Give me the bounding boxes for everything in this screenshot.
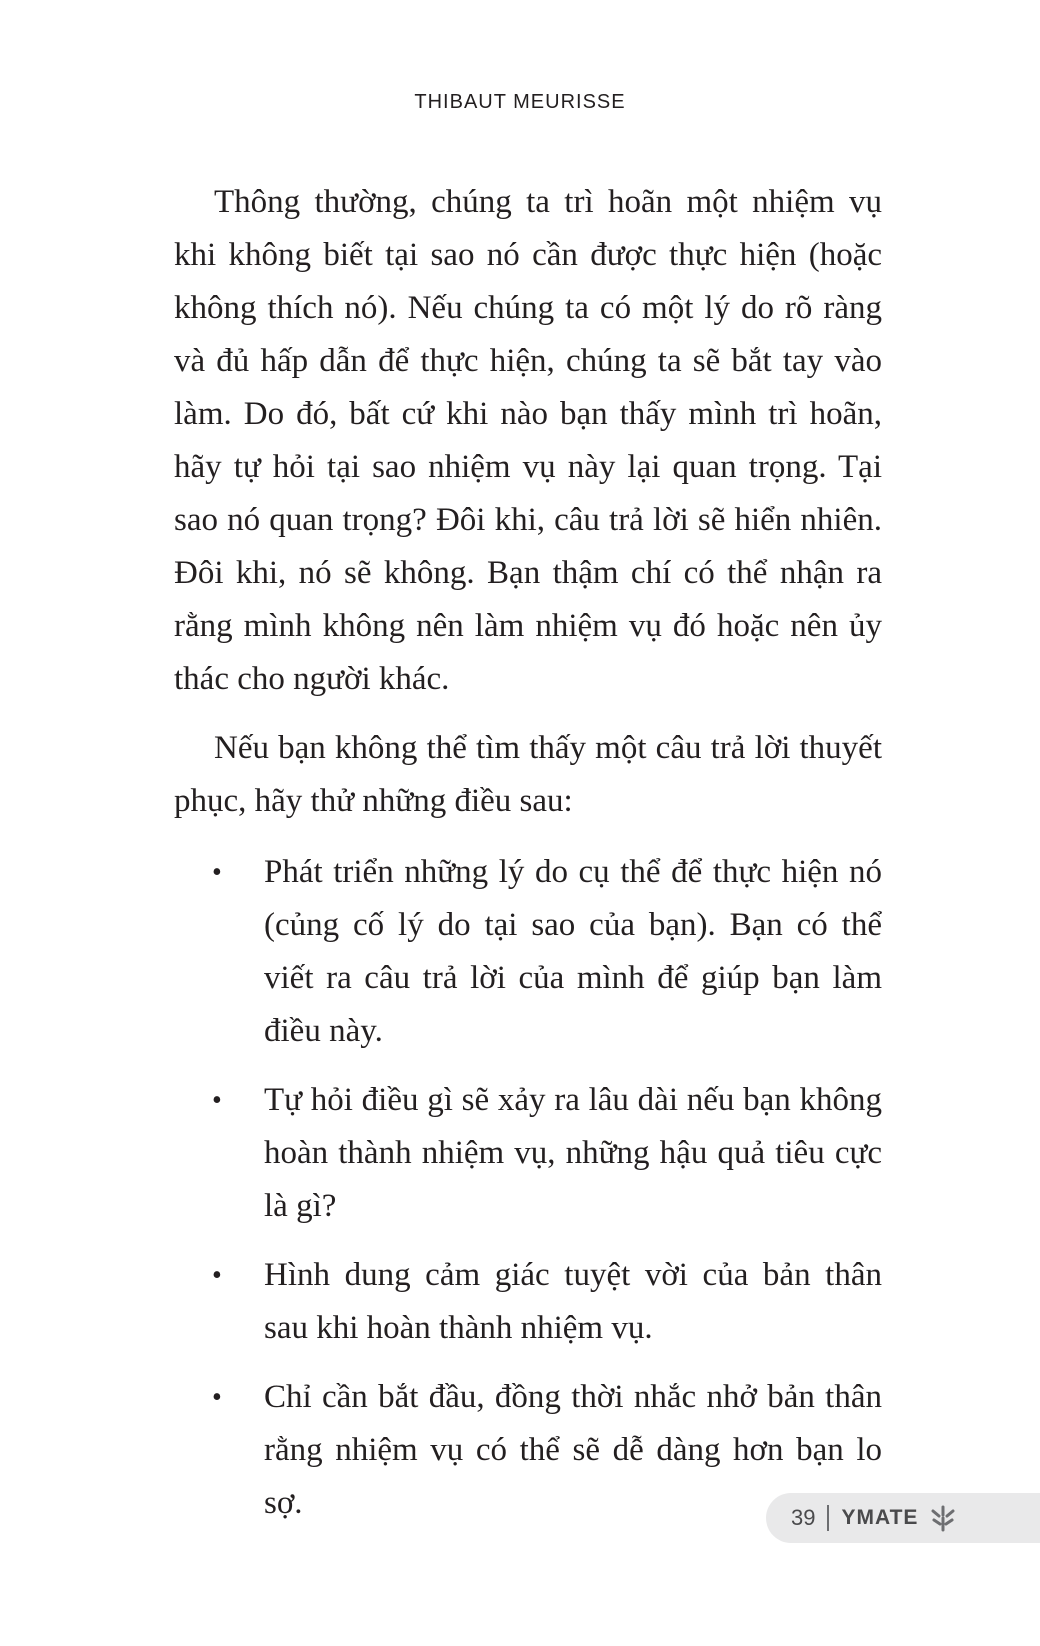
- list-item: [174, 1249, 882, 1355]
- body-text: [174, 176, 882, 1546]
- list-item: [174, 846, 882, 1058]
- brand-name: YMATE: [841, 1506, 919, 1529]
- list-item-text: Phát triển những lý do cụ thể để thực hiện nó (củng cố lý do tại sao của bạn). Bạn có thể viết ra câu trả lời của mình để giúp bạn làm điều này.: [264, 854, 882, 1049]
- ymate-logo-icon: [928, 1503, 958, 1533]
- list-item-text: Hình dung cảm giác tuyệt vời của bản thân sau khi hoàn thành nhiệm vụ.: [264, 1257, 882, 1346]
- list-item-text: Chỉ cần bắt đầu, đồng thời nhắc nhở bản thân rằng nhiệm vụ có thể sẽ dễ dàng hơn bạn lo sợ.: [264, 1379, 882, 1521]
- list-item-text: Tự hỏi điều gì sẽ xảy ra lâu dài nếu bạn không hoàn thành nhiệm vụ, những hậu quả tiêu cực là gì?: [264, 1082, 882, 1224]
- page-number: 39: [791, 1505, 816, 1530]
- bullet-list: [174, 846, 882, 1530]
- bullet-icon: •: [212, 857, 222, 888]
- page-footer-tab: [766, 1493, 1040, 1543]
- bullet-icon: •: [212, 1260, 222, 1291]
- running-head-author: THIBAUT MEURISSE: [414, 91, 626, 113]
- paragraph-2: Nếu bạn không thể tìm thấy một câu trả lời thuyết phục, hãy thử những điều sau:: [174, 730, 882, 819]
- list-item: [174, 1074, 882, 1233]
- paragraph-1: Thông thường, chúng ta trì hoãn một nhiệm vụ khi không biết tại sao nó cần được thực hiện (hoặc không thích nó). Nếu chúng ta có một lý do rõ ràng và đủ hấp dẫn để thực hiện, chúng ta sẽ bắt tay vào làm. Do đó, bất cứ khi nào bạn thấy mình trì hoãn, hãy tự hỏi tại sao nhiệm vụ này lại quan trọng. Tại sao nó quan trọng? Đôi khi, câu trả lời sẽ hiển nhiên. Đôi khi, nó sẽ không. Bạn thậm chí có thể nhận ra rằng mình không nên làm nhiệm vụ đó hoặc nên ủy thác cho người khác.: [174, 184, 882, 697]
- footer-divider: [827, 1505, 829, 1531]
- bullet-icon: •: [212, 1085, 222, 1116]
- bullet-icon: •: [212, 1382, 222, 1413]
